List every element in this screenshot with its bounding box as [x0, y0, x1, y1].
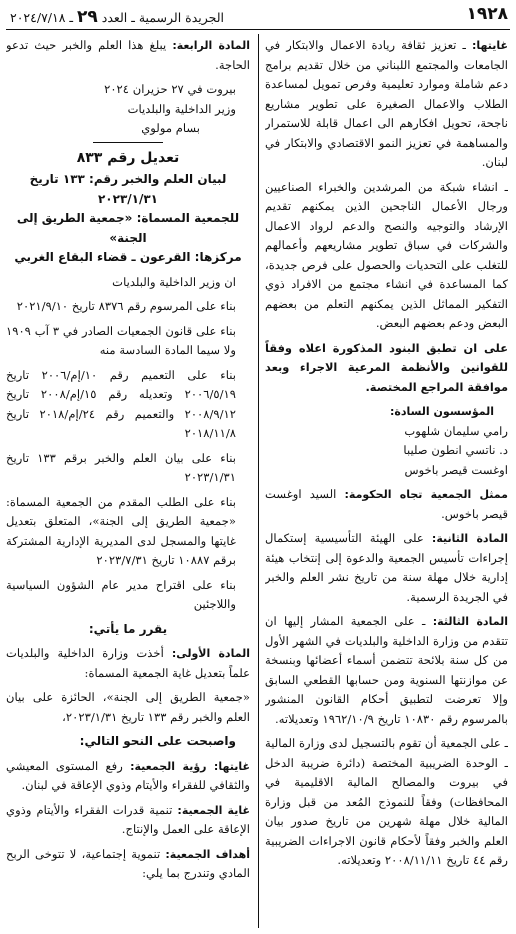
founder-1: رامي سليمان شلهوب — [404, 423, 508, 438]
issue-date: ـ ٢٠٢٤/٧/١٨ — [10, 10, 74, 25]
decides-heading: يقرر ما يأتي: — [88, 621, 168, 636]
issue-number: ٢٩ — [77, 7, 98, 27]
section-separator — [93, 142, 163, 143]
right-column — [265, 36, 508, 930]
place-date: بيروت في ٢٧ حزيران ٢٠٢٤ — [104, 82, 236, 96]
vision: غايتها: رؤية الجمعية: رفع المستوى المعيشي والثقافي للفقراء والأيتام وذوي الإعاقة في لبنان. — [6, 758, 250, 792]
became-heading: واصبحت على النحو التالي: — [79, 734, 236, 748]
amendment-reference: لبيان العلم والخبر رقم: ١٣٣ تاريخ ٢٠٢٣/١/٣١ — [29, 172, 227, 206]
gazette-issue-line — [10, 7, 224, 27]
decree-intro: ان وزير الداخلية والبلديات — [112, 274, 236, 289]
consideration-4: بناء على بيان العلم والخبر برقم ١٣٣ تاريخ ٢٠٢٣/١/٣١ — [6, 450, 236, 484]
left-column — [6, 36, 250, 930]
article-1: المادة الأولى: أخذت وزارة الداخلية والبلديات علماً بتعديل غاية الجمعية المسماة: — [6, 646, 250, 680]
page-number: ١٩٢٨ — [466, 4, 508, 24]
article-1-continued: «جمعية الطريق إلى الجنة»، الحائزة على بيان العلم والخبر رقم ١٣٣ تاريخ ٢٠٢٣/١/٣١، — [6, 690, 250, 724]
article-3: المادة الثالثة: ـ على الجمعية المشار إليها ان تتقدم من وزارة الداخلية والبلديات في الشهر الأول من كل سنة بلائحة تتضمن أسماء أعضائها وبنسخة عن موازنتها السنوية ومن حسابها القطعي السابق وإلا تعرضت لتطبيق أحكام القانون المنشور بالمرسوم رقم ١٠٨٣٠ تاريخ ١٩٦٢/١٠/٩ وتعديلاته. — [265, 614, 508, 726]
amendment-title: تعديل رقم ٨٣٣ — [76, 149, 180, 166]
minister-title: وزير الداخلية والبلديات — [127, 101, 236, 116]
purpose-paragraph: غايتها: ـ تعزيز ثقافة ريادة الاعمال والابتكار في الجامعات والمجتمع اللبناني من خلال تقديم برامج دعم شاملة وموارد تعليمية وفرص تمويل لمساعدة الطلاب والاعمال الصغيرة على تطوير مشاريع ناجحة، تحويل افكارهم الى اعمال قابلة للاستمرار والمساهمة في تعزيز النمو الاقتصادي والابتكار في لبنان. — [265, 38, 508, 169]
column-divider — [258, 34, 259, 928]
minister-name: بسام مولوي — [141, 121, 200, 135]
tax-registration: ـ على الجمعية أن تقوم بالتسجيل لدى وزارة المالية ـ الوحدة الضريبية المختصة (دائرة ضريبة الدخل في بيروت والمصالح المالية الاقليمية في المحافظات) وفقاً للنموذج المُعد من قبل وزارة المالية خلال مهلة شهرين من تاريخ صدور بيان العلم والخبر وفقاً لأحكام قانون الاجراءات الضريبية رقم ٤٤ تاريخ ٢٠٠٨/١١/١١ وتعديلاته. — [265, 736, 508, 867]
consideration-3: بناء على التعميم رقم ١٠/إم/٢٠٠٦ تاريخ ٢٠٠٦/٥/١٩ وتعديله رقم ١٥/إم/٢٠٠٨ تاريخ ٢٠٠٨/٩/١٢ والتعميم رقم ٢٤/إم/٢٠١٨ تاريخ ٢٠١٨/١١/٨ — [6, 367, 236, 440]
consideration-6: بناء على اقتراح مدير عام الشؤون السياسية واللاجئين — [6, 577, 236, 611]
header-rule — [6, 29, 510, 30]
consideration-2: بناء على قانون الجمعيات الصادر في ٣ آب ١٩٠٩ ولا سيما المادة السادسة منه — [6, 323, 236, 357]
article-4: المادة الرابعة: يبلغ هذا العلم والخبر حيث تدعو الحاجة. — [6, 38, 250, 72]
association-location: مركزها: القرعون ـ قضاء البقاع الغربي — [14, 250, 242, 264]
gazette-title: الجريدة الرسمية ـ العدد — [101, 10, 225, 25]
consideration-1: بناء على المرسوم رقم ٨٣٧٦ تاريخ ٢٠٢١/٩/١٠ — [16, 299, 236, 313]
purpose-label: غايتها: — [471, 39, 508, 52]
founder-3: اوغست قيصر باخوس — [404, 462, 508, 477]
network-paragraph: ـ انشاء شبكة من المرشدين والخبراء الصناعيين ورجال الأعمال الناجحين الذين يمكنهم تقديم الإرشاد والتوجيه والنصح والدعم لرواد الاعمال والشركات في سباق تطوير مشاريعهم وأعمالهم للتغلب على التحديات والحصول على فرص جديدة، كما المساعدة في انشاء مجتمع من الافراد ذوي التفكير المماثل الذين يمكنهم التعلم من بعضهم البعض ودعم بعضهم البعض. — [265, 179, 508, 330]
page-header — [6, 4, 510, 28]
goal: غاية الجمعية: تنمية قدرات الفقراء والأيتام وذوي الإعاقة على العمل والإنتاج. — [6, 802, 250, 836]
representative: ممثل الجمعية تجاه الحكومة: السيد اوغست قيصر باخوس. — [265, 487, 508, 521]
compliance-paragraph: على ان تطبق البنود المذكورة اعلاه وفقاً للقوانين والأنظمة المرعية الاجراء وبعد موافقة المراجع المختصة. — [265, 340, 508, 394]
aims: أهداف الجمعية: تنموية إجتماعية، لا تتوخى الربح المادي وتندرج بما يلي: — [6, 846, 250, 880]
article-2: المادة الثانية: على الهيئة التأسيسية إستكمال إجراءات تأسيس الجمعية والدعوة إلى إنتخاب هيئة إدارية خلال مهلة سنة من تاريخ نشر العلم والخبر في الجريدة الرسمية. — [265, 531, 508, 604]
association-name: للجمعية المسماة: «جمعية الطريق إلى الجنة» — [16, 211, 240, 245]
founder-2: د. ناتسي انطون صليبا — [403, 443, 508, 457]
consideration-5: بناء على الطلب المقدم من الجمعية المسماة: «جمعية الطريق إلى الجنة»، المتعلق بتعديل غايتها والمسجل لدى المديرية الإدارية المشتركة برقم ١٠٨٨٧ تاريخ ٢٠٢٣/٧/٣١ — [6, 494, 236, 567]
founders-label: المؤسسون السادة: — [389, 405, 494, 418]
